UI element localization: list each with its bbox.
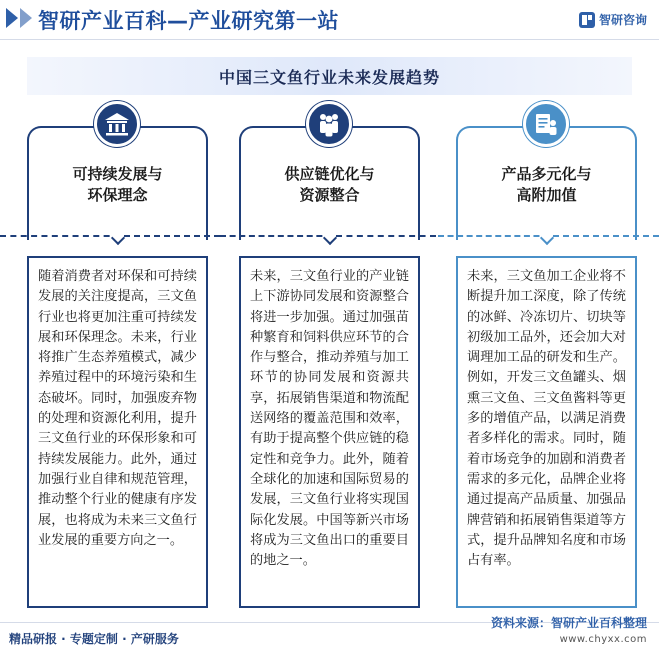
page-title: 中国三文鱼行业未来发展趋势 — [218, 67, 440, 87]
card-title-line: 产品多元化与 — [501, 165, 592, 183]
card-body-text: 未来，三文鱼行业的产业链上下游协同发展和资源整合将进一步加强。通过加强苗种繁育和饲料供应环节的合作与整合，推动养殖与加工环节的协同发展和资源共享，拓展销售渠道和物流配送网络的覆盖范围和效率，有助于提高整个供应链的稳定性和竞争力。此外，随着全球化的加速和国际贸易的发展，三文鱼行业将实现国际化发展。中国等新兴市场将成为三文鱼出口的重要目的地之一。 — [250, 269, 409, 569]
dashed-divider — [220, 235, 332, 237]
title-banner — [27, 57, 632, 95]
bank-icon — [94, 101, 140, 147]
dashed-divider — [336, 235, 436, 237]
trend-body-diversification — [456, 256, 637, 608]
card-body-text: 未来，三文鱼加工企业将不断提升加工深度，除了传统的冰鲜、冷冻切片、切块等初级加工品外，还会加大对调理加工品的研发和生产。例如，开发三文鱼罐头、烟熏三文鱼、三文鱼酱料等更多的增值产品，以满足消费者多样化的需求。同时，随着市场竞争的加剧和消费者需求的多元化，品牌企业将通过提高产品质量、加强品牌营销和拓展销售渠道等方式，提升品牌知名度和市场占有率。 — [467, 269, 626, 569]
card-title-line: 可持续发展与 — [72, 165, 163, 183]
dashed-divider — [553, 235, 659, 237]
footer-services: 精品研报 · 专题定制 · 产研服务 — [9, 632, 179, 646]
arrow-decoration-icon — [6, 8, 18, 28]
dashed-divider — [0, 235, 120, 237]
trend-body-supply-chain — [239, 256, 420, 608]
dashed-divider — [438, 235, 549, 237]
logo-text: 智研咨询 — [598, 13, 647, 27]
card-title — [29, 164, 206, 206]
document-person-icon — [523, 101, 569, 147]
site-title: 智研产业百科—产业研究第一站 — [38, 9, 339, 33]
data-source-note: 资料来源：智研产业百科整理 — [490, 616, 647, 630]
dashed-divider — [124, 235, 220, 237]
trend-body-sustainability — [27, 256, 208, 608]
brand-logo[interactable] — [579, 11, 647, 28]
card-title-line: 环保理念 — [87, 186, 148, 204]
card-title-line: 资源整合 — [299, 186, 360, 204]
people-group-icon — [306, 101, 352, 147]
card-title — [241, 164, 418, 206]
card-title — [458, 164, 635, 206]
card-body-text: 随着消费者对环保和可持续发展的关注度提高，三文鱼行业也将更加注重可持续发展和环保理念。未来，行业将推广生态养殖模式，减少养殖过程中的环境污染和生态破坏。同时，加强废弃物的处理和资源化利用，提升三文鱼行业的环保形象和可持续发展能力。此外，通过加强行业自律和规范管理，推动整个行业的健康有序发展，也将成为未来三文鱼行业发展的重要方向之一。 — [38, 269, 197, 548]
arrow-decoration-icon — [20, 8, 32, 28]
footer-website-link[interactable]: www.chyxx.com — [559, 634, 647, 645]
card-title-line: 供应链优化与 — [284, 165, 375, 183]
card-title-line: 高附加值 — [516, 186, 577, 204]
header-bar — [0, 0, 659, 40]
header-divider — [0, 39, 659, 40]
logo-icon — [579, 12, 595, 28]
